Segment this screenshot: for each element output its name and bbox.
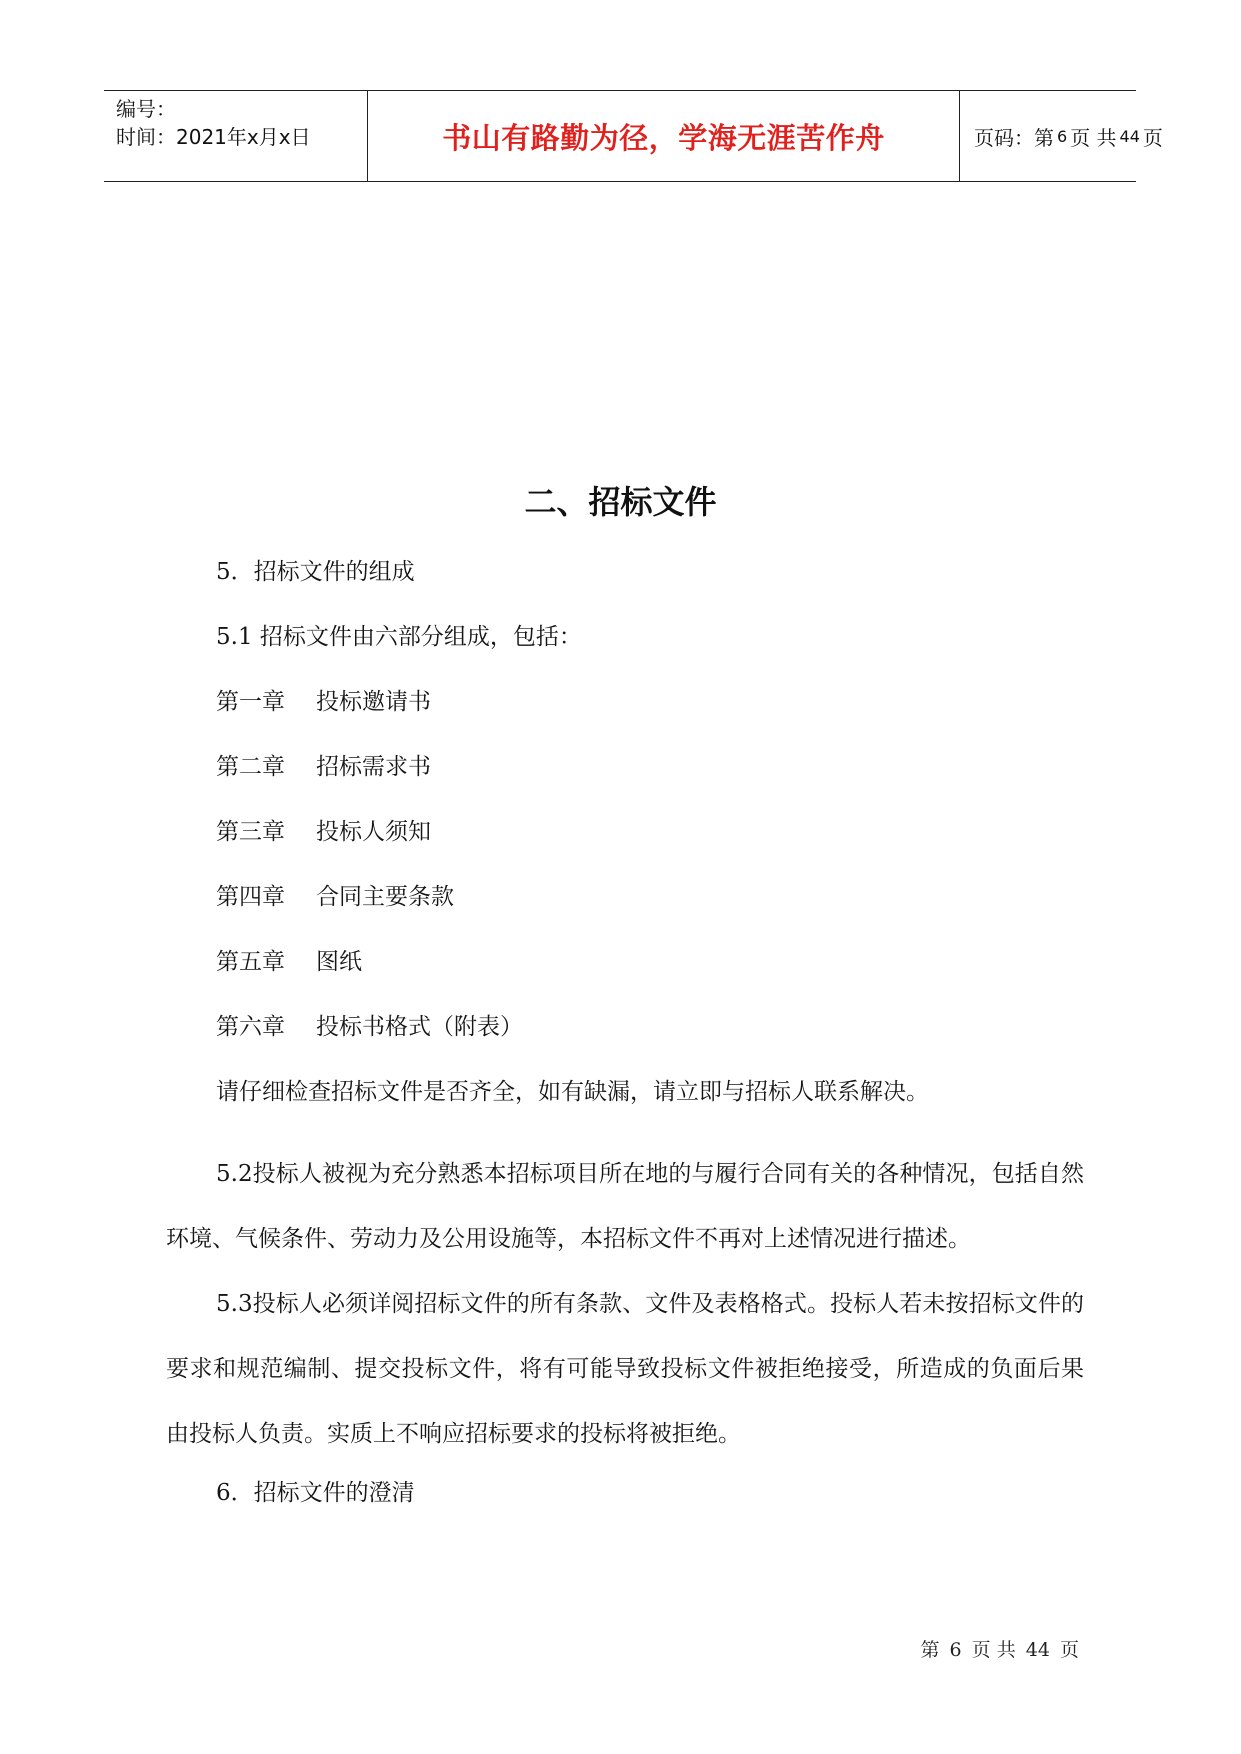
chapter-name: 图纸 — [316, 949, 362, 975]
clause-6-heading: 6．招标文件的澄清 — [216, 1480, 415, 1506]
chapter-name: 投标人须知 — [316, 819, 431, 845]
chapter-name: 合同主要条款 — [316, 884, 454, 910]
chapter-name: 投标邀请书 — [316, 689, 431, 715]
header-page-mid: 页 共 — [1070, 125, 1117, 150]
header-motto: 书山有路勤为径，学海无涯苦作舟 — [442, 120, 885, 155]
clause-5-3: 5.3投标人必须详阅招标文件的所有条款、文件及表格格式。投标人若未按招标文件的要求和规范编制、提交投标文件，将有可能导致投标文件被拒绝接受，所造成的负面后果由投标人负责。实质上不响应招标要求的投标将被拒绝。 — [166, 1291, 1084, 1447]
footer-page-suffix: 页 — [1059, 1639, 1079, 1661]
document-time-label: 时间：2021年x月x日 — [116, 125, 311, 149]
clause-5-1: 5.1 招标文件由六部分组成，包括： — [216, 624, 582, 650]
chapter-number: 第五章 — [216, 949, 285, 975]
footer-page-current: 6 — [949, 1639, 962, 1661]
chapter-name: 招标需求书 — [316, 754, 431, 780]
chapter-item — [166, 938, 1084, 1003]
header-page-current: 6 — [1057, 126, 1068, 146]
footer-page-total: 44 — [1025, 1639, 1050, 1661]
chapter-number: 第一章 — [216, 689, 285, 715]
header-page-suffix: 页 — [1142, 125, 1163, 150]
header-left-cell — [104, 91, 368, 181]
page-header — [104, 90, 1163, 182]
section-title: 二、招标文件 — [524, 483, 717, 521]
chapter-number: 第六章 — [216, 1014, 285, 1040]
chapter-item — [166, 873, 1084, 938]
header-motto-cell — [368, 91, 960, 181]
chapter-item — [166, 678, 1084, 743]
header-page-total: 44 — [1119, 126, 1140, 146]
page-footer — [918, 1635, 1081, 1662]
document-code-label: 编号： — [116, 97, 176, 121]
footer-page-mid: 页 共 — [971, 1639, 1016, 1661]
chapter-number: 第四章 — [216, 884, 285, 910]
check-completeness-note: 请仔细检查招标文件是否齐全，如有缺漏，请立即与招标人联系解决。 — [216, 1079, 929, 1105]
document-body — [166, 548, 1084, 1534]
chapter-item — [166, 1003, 1084, 1068]
chapter-item — [166, 808, 1084, 873]
chapter-number: 第二章 — [216, 754, 285, 780]
clause-5-2: 5.2投标人被视为充分熟悉本招标项目所在地的与履行合同有关的各种情况，包括自然环境、气候条件、劳动力及公用设施等，本招标文件不再对上述情况进行描述。 — [166, 1161, 1084, 1252]
clause-5-heading: 5．招标文件的组成 — [216, 559, 415, 585]
chapter-item — [166, 743, 1084, 808]
footer-page-prefix: 第 — [920, 1639, 940, 1661]
chapter-name: 投标书格式（附表） — [316, 1014, 523, 1040]
header-page-prefix: 页码：第 — [974, 125, 1054, 150]
chapter-number: 第三章 — [216, 819, 285, 845]
header-page-cell — [960, 91, 1163, 181]
